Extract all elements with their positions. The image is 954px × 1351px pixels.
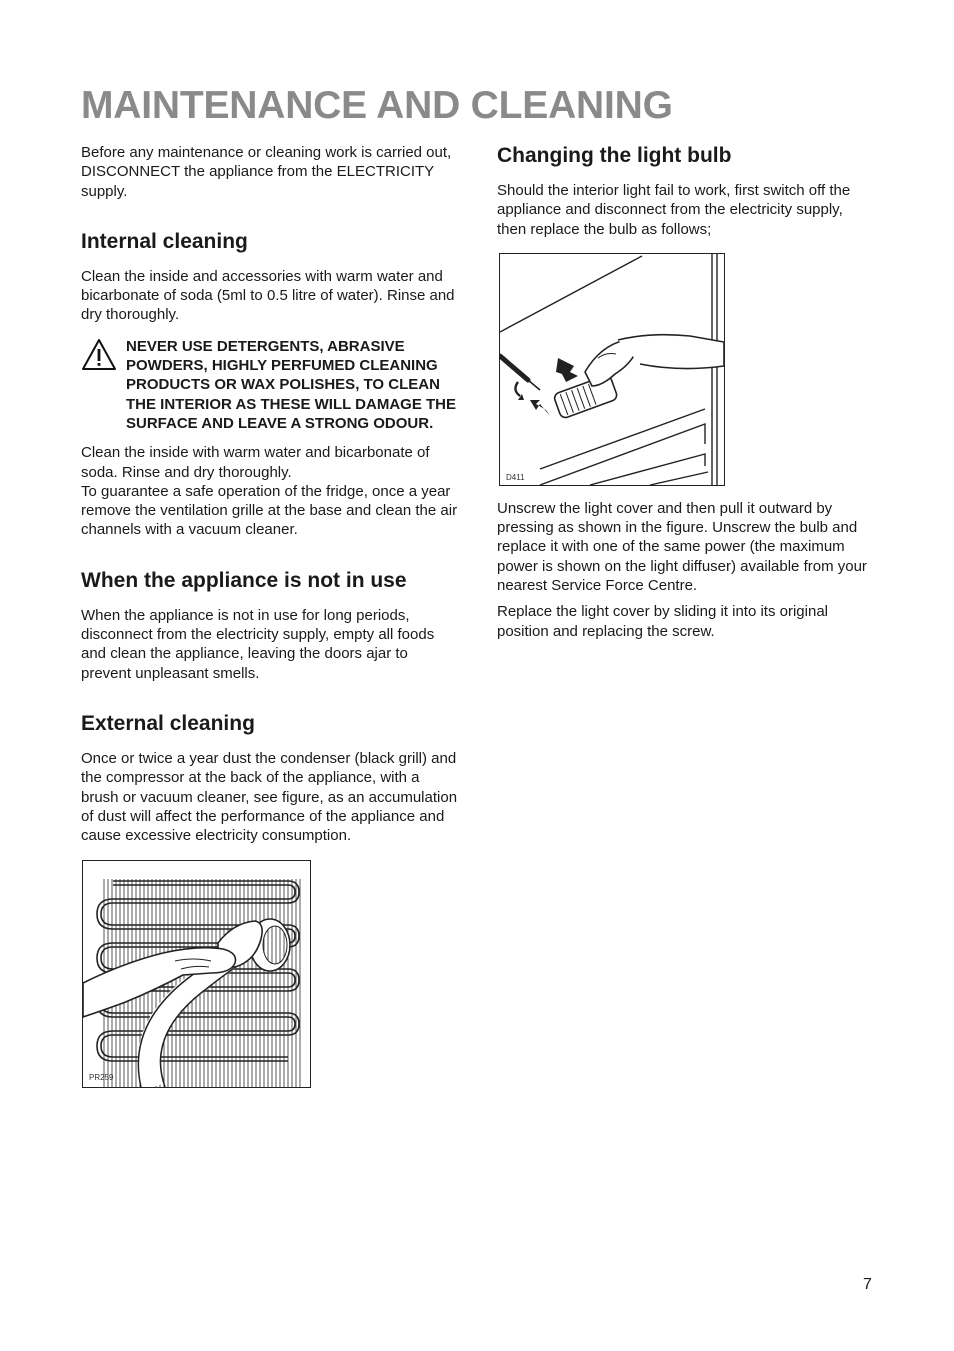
condenser-illustration [83, 861, 310, 1087]
intro-paragraph: Before any maintenance or cleaning work is carried out, DISCONNECT the appliance from the ELECTRICITY supply. [81, 144, 452, 200]
not-in-use-heading: When the appliance is not in use [81, 568, 407, 592]
page-number: 7 [863, 1276, 872, 1293]
warning-text: NEVER USE DETERGENTS, ABRASIVE POWDERS, HIGHLY PERFUMED CLEANING PRODUCTS OR WAX POLISHES, TO CLEAN THE INTERIOR AS THESE WILL DAMAGE THE SURFACE AND LEAVE A STRONG ODOUR. [126, 337, 457, 432]
warning-triangle-icon [81, 338, 117, 372]
light-bulb-paragraph-1: Should the interior light fail to work, first switch off the appliance and disconnect from the electricity supply, then replace the bulb as follows; [497, 182, 851, 238]
internal-cleaning-paragraph-3: To guarantee a safe operation of the fridge, once a year remove the ventilation grille at the base and clean the air channels with a vacuum cleaner. [81, 482, 458, 539]
page-title: MAINTENANCE AND CLEANING [81, 84, 673, 127]
external-cleaning-heading: External cleaning [81, 711, 255, 735]
condenser-cleaning-figure [82, 860, 311, 1088]
warning-block [81, 337, 461, 433]
condenser-figure-label: PR259 [89, 1073, 114, 1083]
light-bulb-heading: Changing the light bulb [497, 144, 732, 167]
right-column [497, 143, 867, 641]
light-bulb-figure [499, 253, 725, 486]
light-bulb-figure-label: D411 [506, 472, 525, 482]
external-cleaning-paragraph: Once or twice a year dust the condenser (black grill) and the compressor at the back of the appliance, with a brush or vacuum cleaner, see figure, as an accumulation of dust will affect the performance of the appliance and cause excessive electricity consumption. [81, 749, 458, 845]
internal-cleaning-paragraph-1: Clean the inside and accessories with warm water and bicarbonate of soda (5ml to 0.5 litre of water). Rinse and dry thoroughly. [81, 267, 455, 324]
internal-cleaning-heading: Internal cleaning [81, 229, 248, 253]
left-column [81, 143, 461, 1088]
not-in-use-paragraph: When the appliance is not in use for long periods, disconnect from the electricity supply, empty all foods and clean the appliance, leaving the doors ajar to prevent unpleasant smells. [81, 606, 435, 682]
light-bulb-paragraph-2: Unscrew the light cover and then pull it outward by pressing as shown in the figure. Unscrew the bulb and replace it with one of the same power (the maximum power is shown on the light diffuser) available from your nearest Service Force Centre. [497, 499, 867, 595]
internal-cleaning-paragraph-2: Clean the inside with warm water and bicarbonate of soda. Rinse and dry thoroughly. [81, 444, 430, 481]
light-bulb-paragraph-3: Replace the light cover by sliding it into its original position and replacing the screw. [497, 603, 829, 640]
light-cover-illustration [500, 254, 724, 485]
